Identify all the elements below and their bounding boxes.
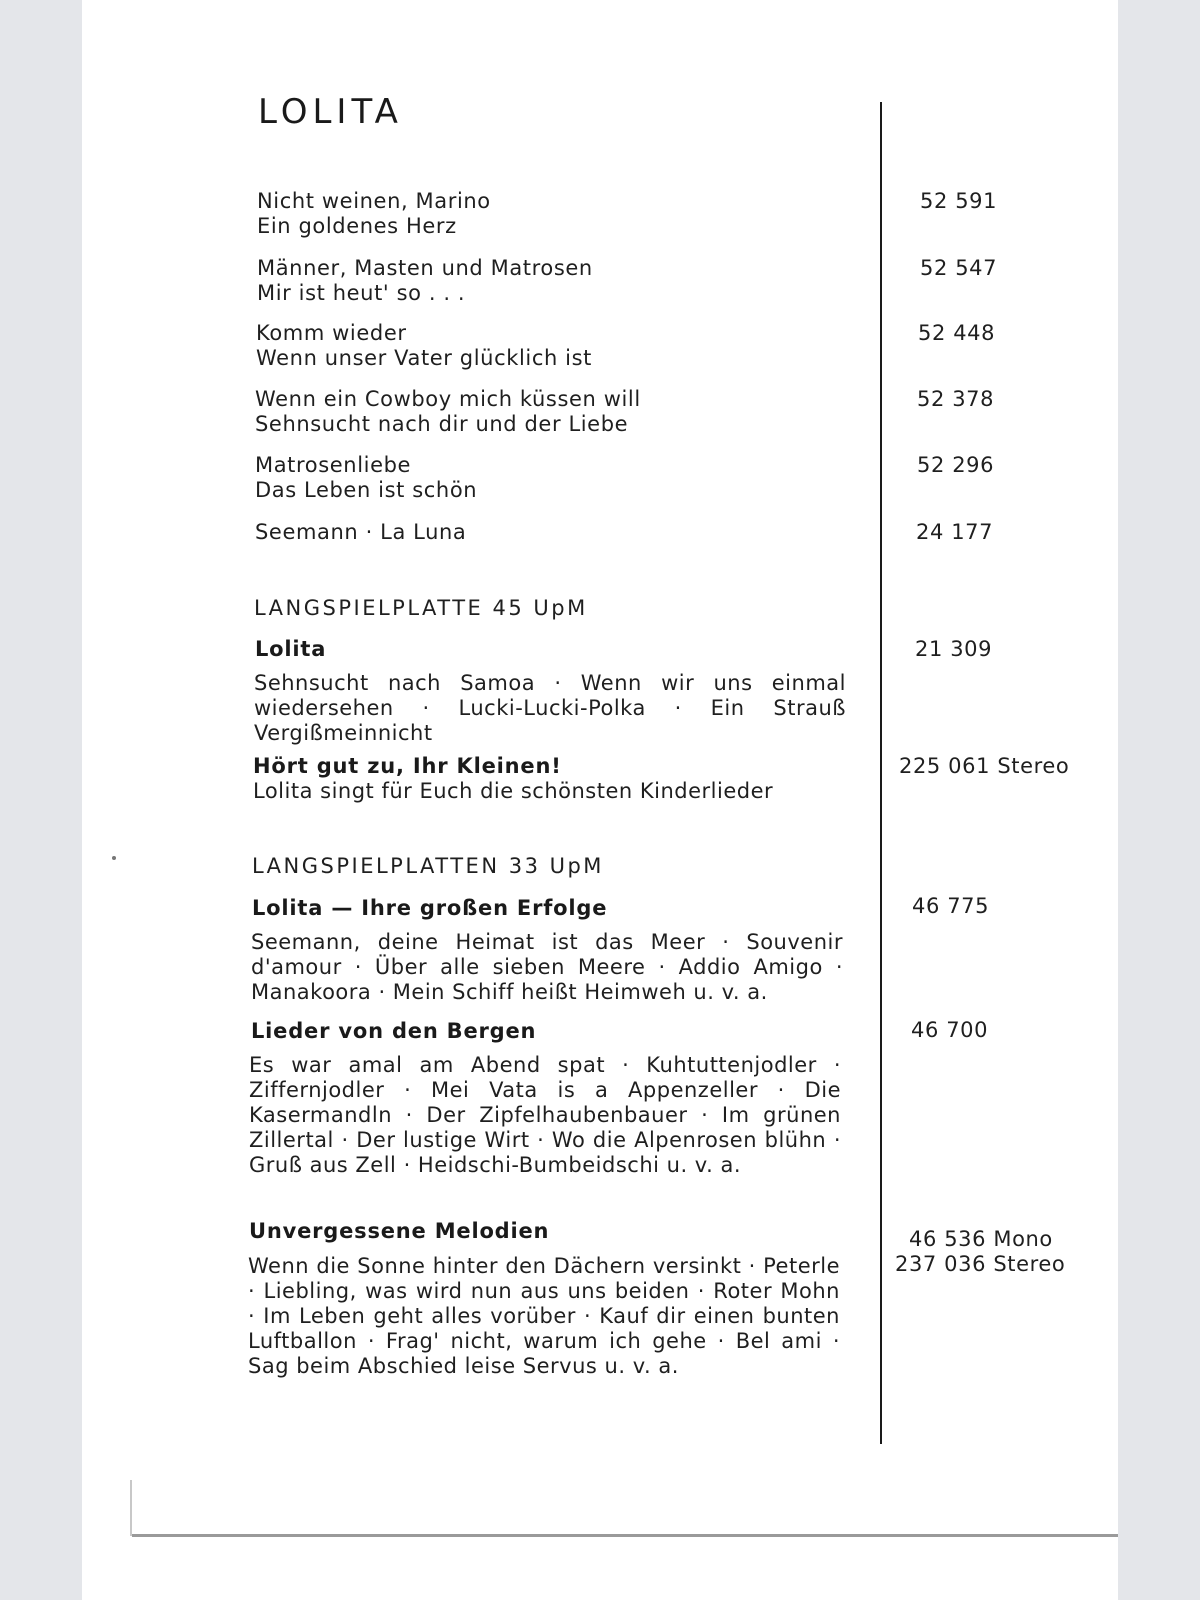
catalog-number: 225 061 Stereo: [899, 754, 1070, 778]
catalog-number: 52 378: [917, 387, 995, 411]
section-heading-45: LANGSPIELPLATTE 45 UpM: [254, 596, 588, 620]
catalog-number: 52 448: [918, 321, 996, 345]
catalog-number: 46 775: [912, 894, 990, 918]
paper-speck: [112, 856, 116, 860]
single-b-side: Das Leben ist schön: [255, 478, 478, 502]
single-entry: [255, 387, 641, 437]
card-left-edge: [130, 1480, 132, 1536]
catalog-number: 52 547: [920, 256, 998, 280]
album-title: Unvergessene Melodien: [249, 1219, 550, 1243]
single-b-side: Ein goldenes Herz: [257, 214, 457, 238]
single-a-side: Wenn ein Cowboy mich küssen will: [255, 387, 641, 411]
single-a-side: Nicht weinen, Marino: [257, 189, 491, 213]
catalog-number: 46 700: [911, 1018, 989, 1042]
single-entry: [255, 520, 466, 545]
single-entry: [257, 256, 593, 306]
column-divider: [880, 102, 882, 1444]
catalog-number-stereo: 237 036 Stereo: [895, 1252, 1066, 1276]
single-title: Seemann · La Luna: [255, 520, 467, 544]
album-title: Lolita — Ihre großen Erfolge: [252, 896, 608, 920]
catalog-number-mono: 46 536 Mono: [909, 1227, 1053, 1251]
catalog-number: 52 296: [917, 453, 995, 477]
album-title: Lolita: [255, 637, 327, 661]
single-b-side: Sehnsucht nach dir und der Liebe: [255, 412, 629, 436]
artist-title: LOLITA: [258, 92, 403, 132]
section-heading-33: LANGSPIELPLATTEN 33 UpM: [252, 854, 604, 878]
single-entry: [256, 321, 592, 371]
single-a-side: Komm wieder: [256, 321, 407, 345]
album-tracklist: Seemann, deine Heimat ist das Meer · Souvenir d'amour · Über alle sieben Meere · Addio Amigo · Manakoora · Mein Schiff heißt Heimweh u. v. a.: [251, 930, 843, 1004]
catalog-number: 52 591: [920, 189, 998, 213]
catalog-number: 21 309: [915, 637, 993, 661]
single-b-side: Mir ist heut' so . . .: [257, 281, 466, 305]
album-title: Lieder von den Bergen: [251, 1019, 537, 1043]
single-entry: [255, 453, 477, 503]
single-entry: [257, 189, 491, 239]
single-a-side: Matrosenliebe: [255, 453, 412, 477]
album-tracklist: Es war amal am Abend spat · Kuhtuttenjodler · Ziffernjodler · Mei Vata is a Appenzeller · Die Kasermandln · Der Zipfelhaubenbauer · Im grünen Zillertal · Der lustige Wirt · Wo die Alpenrosen blühn · Gruß aus Zell · Heidschi-Bumbeidschi u. v. a.: [249, 1053, 841, 1177]
album-tracklist: Lolita singt für Euch die schönsten Kinderlieder: [253, 779, 774, 803]
album-tracklist: Wenn die Sonne hinter den Dächern versinkt · Peterle · Liebling, was wird nun aus uns beiden · Roter Mohn · Im Leben geht alles vorüber · Kauf dir einen bunten Luftballon · Frag' nicht, warum ich gehe · Bel ami · Sag beim Abschied leise Servus u. v. a.: [248, 1254, 840, 1378]
card-bottom-edge: [132, 1534, 1118, 1537]
album-title: Hört gut zu, Ihr Kleinen!: [253, 754, 562, 778]
single-b-side: Wenn unser Vater glücklich ist: [256, 346, 592, 370]
catalog-number: 24 177: [916, 520, 994, 544]
album-tracklist: Sehnsucht nach Samoa · Wenn wir uns einmal wiedersehen · Lucki-Lucki-Polka · Ein Strauß Vergißmeinnicht: [254, 671, 846, 745]
single-a-side: Männer, Masten und Matrosen: [257, 256, 593, 280]
